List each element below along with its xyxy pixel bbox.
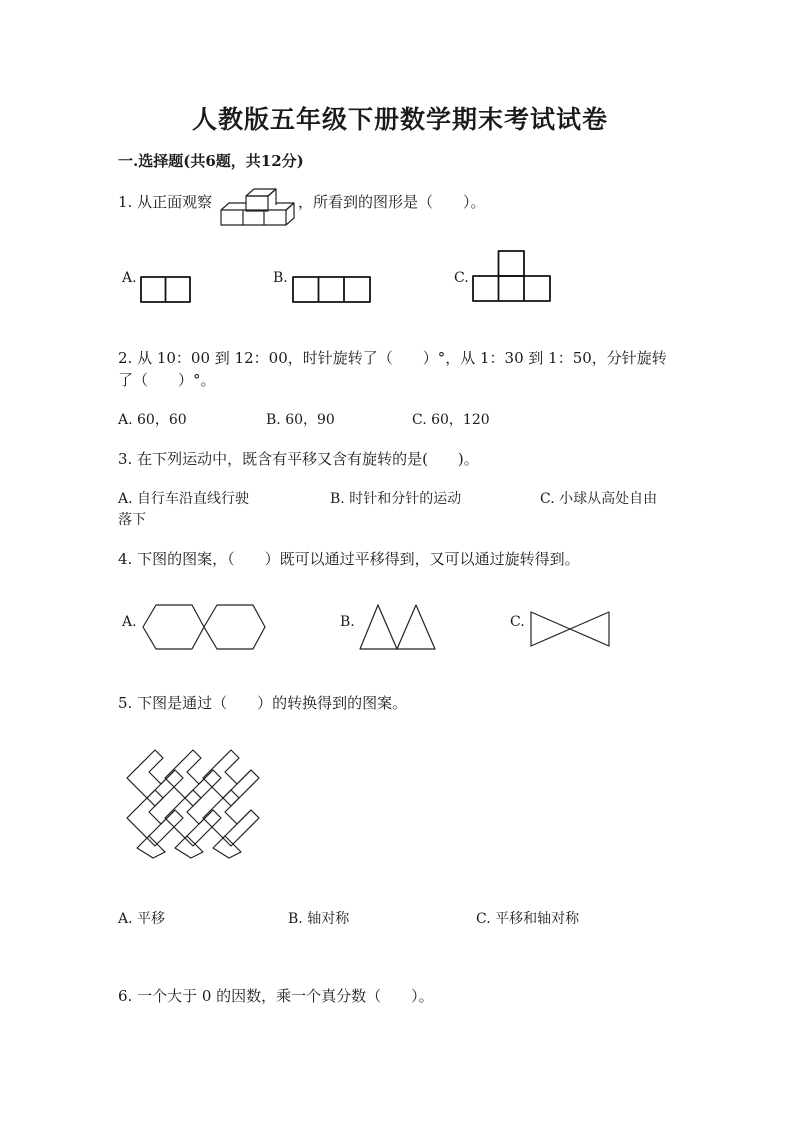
- q3-option-b[interactable]: B. 时针和分针的运动: [330, 491, 462, 507]
- q1-option-b-figure: [292, 276, 372, 304]
- q2-option-b[interactable]: B. 60，90: [266, 412, 335, 428]
- q4-option-a-hexagons-figure: [142, 604, 268, 650]
- q4-option-b-triangles-figure: [359, 604, 437, 650]
- q5-tessellation-pattern-figure: [120, 745, 270, 860]
- page-title: 人教版五年级下册数学期末考试试卷: [191, 105, 608, 134]
- q1-option-a-label[interactable]: A.: [122, 270, 137, 286]
- q1-option-c-label[interactable]: C.: [454, 270, 469, 286]
- q3-option-c[interactable]: C. 小球从高处自由: [540, 491, 658, 507]
- q4-option-c-label[interactable]: C.: [510, 614, 525, 630]
- q2-text-line2: 了（ ）°。: [118, 371, 216, 389]
- q4-option-b-label[interactable]: B.: [340, 614, 355, 630]
- q1-text-a: 1. 从正面观察: [118, 193, 213, 211]
- q4-option-a-label[interactable]: A.: [122, 614, 137, 630]
- q4-text: 4. 下图的图案，（ ）既可以通过平移得到，又可以通过旋转得到。: [118, 550, 580, 568]
- q5-option-b[interactable]: B. 轴对称: [288, 911, 350, 927]
- q2-text-line1: 2. 从 10：00 到 12：00，时针旋转了（ ）°，从 1：30 到 1：50，分针旋转: [118, 349, 667, 367]
- q1-option-b-label[interactable]: B.: [273, 270, 288, 286]
- q1-option-a-figure: [140, 276, 192, 304]
- q1-text-b: ，所看到的图形是（ ）。: [298, 193, 486, 211]
- q1-cube-stack-figure: [218, 188, 298, 230]
- q3-text: 3. 在下列运动中，既含有平移又含有旋转的是( )。: [118, 450, 479, 468]
- q2-option-c[interactable]: C. 60，120: [412, 412, 490, 428]
- q5-option-c[interactable]: C. 平移和轴对称: [476, 911, 580, 927]
- q3-option-c-wrap: 落下: [118, 512, 146, 528]
- q6-text: 6. 一个大于 0 的因数，乘一个真分数（ ）。: [118, 987, 434, 1005]
- q4-option-c-bowtie-figure: [530, 611, 612, 649]
- q5-text: 5. 下图是通过（ ）的转换得到的图案。: [118, 694, 408, 712]
- q5-option-a[interactable]: A. 平移: [118, 911, 166, 927]
- section-heading: 一.选择题(共6题，共12分): [118, 152, 304, 170]
- q2-option-a[interactable]: A. 60，60: [118, 412, 187, 428]
- q3-option-a[interactable]: A. 自行车沿直线行驶: [118, 491, 250, 507]
- q1-option-c-figure: [472, 250, 552, 304]
